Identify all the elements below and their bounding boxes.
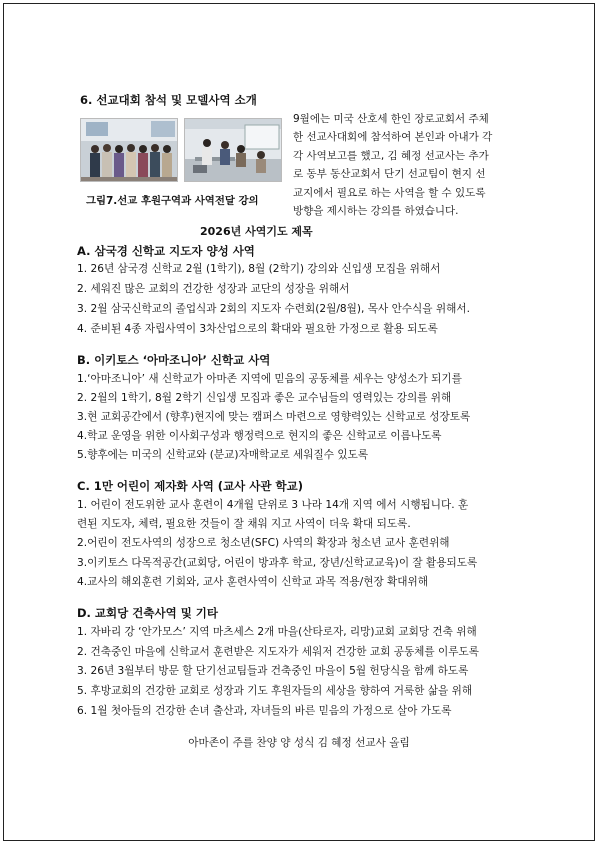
list-item: 1. 26년 삼국경 신학교 2월 (1학기), 8월 (2학기) 강의와 신입생 모집을 위해서 <box>77 263 441 275</box>
section-d-title: D. 교회당 건축사역 및 기타 <box>77 606 219 620</box>
list-item: 3. 2월 삼국신학교의 졸업식과 2회의 지도자 수련회(2월/8월), 목사 안수식을 위해서. <box>77 303 470 315</box>
list-item: 2. 세워진 많은 교회의 건강한 성장과 교단의 성장을 위해서 <box>77 283 350 295</box>
paragraph-line: 각 사역보고를 했고, 김 혜정 선교사는 추가 <box>293 149 489 162</box>
list-item: 련된 지도자, 체력, 필요한 것들이 잘 채워 지고 사역이 더욱 확대 되도록. <box>77 518 411 530</box>
photo-group-left <box>80 118 178 182</box>
list-item: 3.현 교회공간에서 (향후)현지에 맞는 캠퍼스 마련으로 영향력있는 신학교로 성장토록 <box>77 411 471 423</box>
paragraph-line: 9월에는 미국 산호세 한인 장로교회서 주체 <box>293 113 489 125</box>
list-item: 2.어린이 전도사역의 성장으로 청소년(SFC) 사역의 확장과 청소년 교사 훈련위해 <box>77 537 450 549</box>
list-item: 6. 1월 첫아들의 건강한 손녀 출산과, 자녀들의 바른 믿음의 가정으로 살아 가도록 <box>77 705 452 717</box>
paragraph-line: 로 동부 동산교회서 단기 선교팀이 현지 선 <box>293 168 486 181</box>
section-a-title: A. 삼국경 신학교 지도자 양성 사역 <box>77 244 255 258</box>
list-item: 3. 26년 3월부터 방문 할 단기선교팀들과 건축중인 마을이 5월 헌당식을 함께 하도록 <box>77 665 469 677</box>
prayer-title: 2026년 사역기도 제목 <box>200 225 313 238</box>
section-6-paragraph <box>293 110 529 220</box>
list-item: 3.이키토스 다목적공간(교회당, 어린이 방과후 학교, 장년/신학교교육)이 잘 활용되도록 <box>77 557 478 569</box>
photo-lecture-right <box>184 118 282 182</box>
paragraph-line: 방향을 제시하는 강의를 하였습니다. <box>293 205 459 218</box>
figure-caption: 그림7.선교 후원구역과 사역전달 강의 <box>86 195 259 207</box>
list-item: 4. 준비된 4종 자립사역이 3차산업으로의 확대와 필요한 가정으로 활용 되도록 <box>77 323 438 335</box>
list-item: 2. 2월의 1학기, 8월 2학기 신입생 모집과 좋은 교수님들의 영력있는 강의를 위해 <box>77 392 452 404</box>
list-item: 5. 후방교회의 건강한 교회로 성장과 기도 후원자들의 세상을 향하여 거룩한 삶을 위해 <box>77 685 473 697</box>
list-item: 4.교사의 해외훈련 기회와, 교사 훈련사역이 신학교 과목 적용/현장 확대위해 <box>77 576 428 588</box>
paragraph-line: 한 선교사대회에 참석하여 본인과 아내가 각 <box>293 131 493 144</box>
list-item: 5.향후에는 미국의 신학교와 (분교)자매학교로 세워질수 있도록 <box>77 449 369 461</box>
signature: 아마존이 주를 찬양 양 성식 김 혜정 선교사 올림 <box>188 737 410 749</box>
list-item: 4.학교 운영을 위한 이사회구성과 행정력으로 현지의 좋은 신학교로 이름나도록 <box>77 430 442 442</box>
section-b-title: B. 이키토스 ‘아마조니아’ 신학교 사역 <box>77 353 271 367</box>
list-item: 2. 건축중인 마을에 신학교서 훈련받은 지도자가 세워저 건강한 교회 공동체를 이루도록 <box>77 646 479 658</box>
paragraph-line: 교지에서 필요로 하는 사역을 할 수 있도록 <box>293 186 486 199</box>
section-c-title: C. 1만 어린이 제자화 사역 (교사 사관 학교) <box>77 479 303 493</box>
list-item: 1. 어린이 전도위한 교사 훈련이 4개월 단위로 3 나라 14개 지역 에서 시행됩니다. 훈 <box>77 499 469 511</box>
list-item: 1. 자바리 강 ‘안가모스’ 지역 마츠세스 2개 마을(산타로자, 리망)교회 교회당 건축 위해 <box>77 626 477 638</box>
list-item: 1.‘아마조니아’ 새 신학교가 아마존 지역에 믿음의 공동체를 세우는 양성소가 되기를 <box>77 373 462 385</box>
section-6-title: 6. 선교대회 참석 및 모델사역 소개 <box>80 93 257 107</box>
